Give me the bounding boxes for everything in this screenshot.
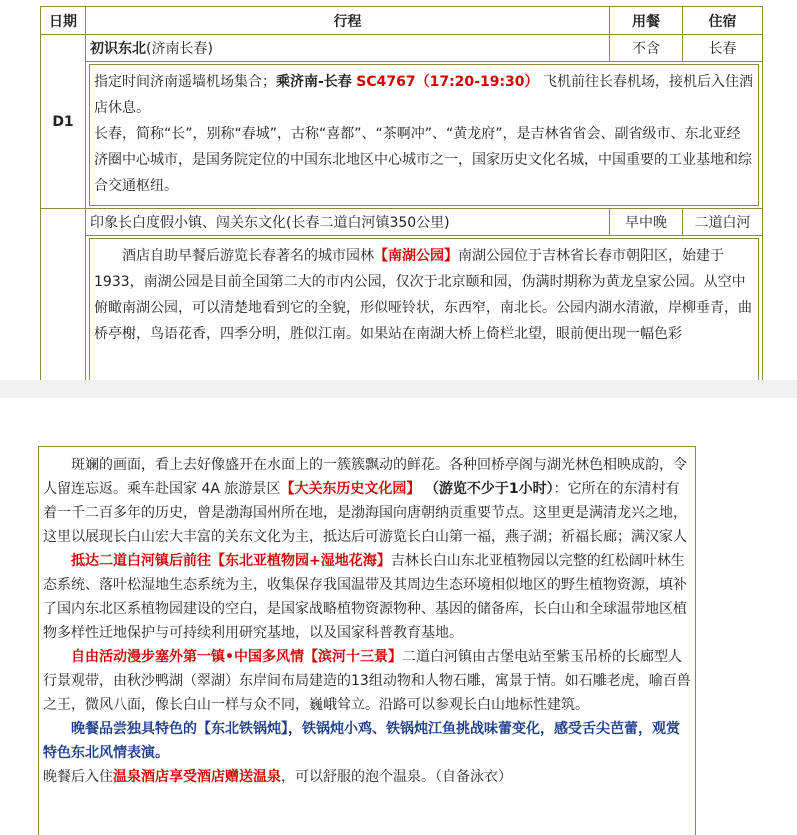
p5-a: 晚餐后入住	[43, 769, 113, 785]
d2-title: 印象长白度假小镇、闯关东文化(长春二道白河镇350公里)	[86, 209, 610, 236]
p1-duration: （游览不少于1小时）	[424, 481, 554, 497]
p3-rest: 二道白河镇由古堡电站至紫玉吊桥的长廊型人行景观带，由秋沙鸭湖（翠湖）东岸间布局建造的13组动物和人物石雕，寓景于情。如石雕老虎，喻百兽之王，微风八面，像长白山一样与众不同，巍峨耸立。沿路可以参观长白山地标性建筑。	[43, 649, 691, 713]
d1-desc-row	[41, 62, 763, 209]
d1-desc-cell	[86, 62, 763, 209]
p1-rest: ：它所在的东清村有着一千二百多年的历史，曾是渤海国州所在地，是渤海国向唐朝纳贡重要节点。这里更是满清龙兴之地，这里以展现长白山宏大丰富的关东文化为主，抵达后可游览长白山第一福，燕子湖；祈福长廊；满汉家人	[43, 481, 687, 545]
table-header-row	[41, 7, 763, 35]
d2-desc-row	[41, 236, 763, 381]
p5-highlight: 温泉酒店享受酒店赠送温泉	[113, 769, 281, 785]
d1-title-rest: (济南长春)	[146, 41, 213, 57]
paragraph-1	[43, 453, 691, 549]
d2-desc-b: 南湖公园位于吉林省长春市朝阳区，始建于1933，南湖公园是目前全国第二大的市内公园，仅次于北京颐和园，伪满时期称为黄龙皇家公园。从空中俯瞰南湖公园，可以清楚地看到它的全貌，形似哑铃状，东西窄，南北长。公园内湖水清澈，岸柳垂青，曲桥亭榭，鸟语花香，四季分明，胜似江南。如果站在南湖大桥上倚栏北望，眼前便出现一幅色彩	[94, 248, 752, 342]
d2-title-row	[41, 209, 763, 236]
paragraph-4: 晚餐品尝独具特色的【东北铁锅炖】，铁锅炖小鸡、铁锅炖江鱼挑战味蕾变化，感受舌尖芭蕾，观赏特色东北风情表演。	[43, 721, 680, 761]
d2-highlight: 【南湖公园】	[374, 248, 458, 264]
page-gap	[0, 380, 797, 398]
d1-title-bold: 初识东北	[90, 41, 146, 57]
d1-title-row	[41, 35, 763, 62]
d2-meal: 早中晚	[610, 209, 683, 236]
d1-desc-box	[89, 64, 759, 206]
d2-lodging: 二道白河	[683, 209, 763, 236]
p3-highlight: 自由活动漫步塞外第一镇•中国多风情【滨河十三景】	[71, 649, 402, 665]
p2-rest: 吉林长白山东北亚植物园以完整的红松阔叶林生态系统、落叶松湿地生态系统为主，收集保存我国温带及其周边生态环境相似地区的野生植物资源，填补了国内东北区系植物园建设的空白，是国家战略植物资源物种、基因的储备库，长白山和全球温带地区植物多样性迁地保护与可持续利用研究基地，以及国家科普教育基地。	[43, 553, 687, 641]
paragraph-3	[43, 645, 691, 717]
itinerary-table	[40, 6, 763, 380]
header-day: 日期	[41, 7, 86, 35]
d2-desc-box	[89, 238, 759, 380]
p1-text: 斑斓的画面，看上去好像盛开在水面上的一簇簇飘动的鲜花。各种回桥亭阁与湖光林色相映成韵，令人留连忘返。乘车赴国家 4A 旅游景区	[43, 457, 687, 497]
p1-highlight: 【大关东历史文化园】	[280, 481, 421, 497]
d1-flight: SC4767（17:20-19:30）	[356, 74, 539, 90]
header-meal: 用餐	[610, 7, 683, 35]
paragraph-2	[43, 549, 691, 645]
d1-title	[86, 35, 610, 62]
d1-desc1-a: 指定时间济南遥墙机场集合；	[94, 74, 276, 90]
d1-desc1-b: 乘济南-长春	[276, 74, 352, 90]
p5-b: ，可以舒服的泡个温泉。（自备泳衣）	[281, 769, 512, 785]
d1-desc2: 长春，简称“长”，别称“春城”，古称“喜都”、“茶啊冲”、“黄龙府”，是吉林省省会、副省级市、东北亚经济圈中心城市，是国务院定位的中国东北地区中心城市之一，国家历史文化名城，中国重要的工业基地和综合交通枢纽。	[94, 126, 752, 194]
d2-desc-cell	[86, 236, 763, 381]
continued-desc-box	[38, 446, 696, 835]
header-itinerary: 行程	[86, 7, 610, 35]
d2-day-label	[41, 209, 86, 381]
page-2	[0, 398, 797, 835]
d1-lodging: 长春	[683, 35, 763, 62]
page-1	[0, 0, 797, 380]
p2-highlight: 抵达二道白河镇后前往【东北亚植物园+湿地花海】	[71, 553, 391, 569]
paragraph-5	[43, 765, 691, 789]
header-lodging: 住宿	[683, 7, 763, 35]
d1-desc1-c: 飞机前往长春机场，接机后入住酒店休息。	[94, 74, 753, 116]
d2-desc-a: 酒店自助早餐后游览长春著名的城市园林	[122, 248, 374, 264]
d1-day-label: D1	[41, 35, 86, 209]
d1-meal: 不含	[610, 35, 683, 62]
